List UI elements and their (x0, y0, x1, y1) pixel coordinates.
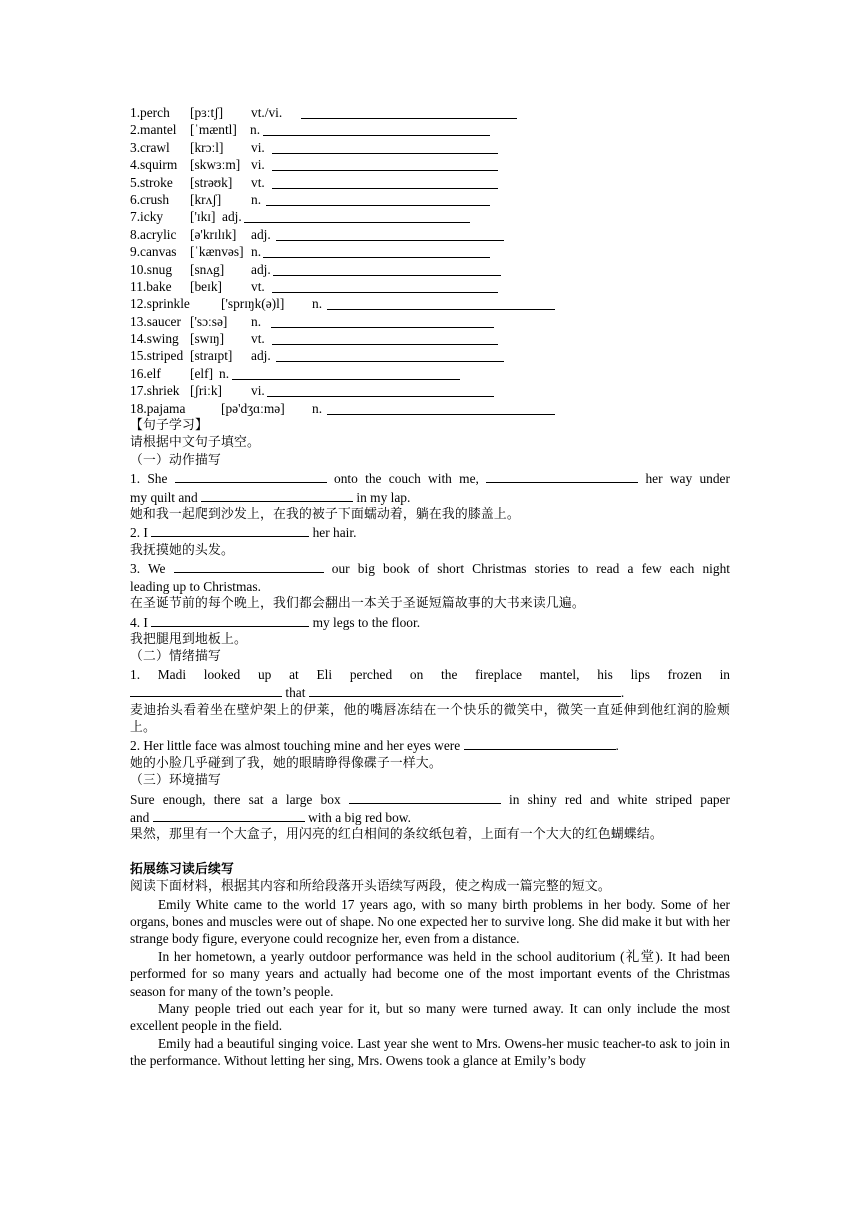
sentence-text: Sure enough, there sat a large box (130, 791, 341, 807)
emotion-1-translation: 麦迪抬头看着坐在壁炉架上的伊莱，他的嘴唇冻结在一个快乐的微笑中，微笑一直延伸到他红润的脸颊上。 (130, 702, 730, 735)
vocab-word: 17.shriek (130, 383, 180, 399)
vocab-item (130, 295, 730, 312)
passage-paragraph-2: In her hometown, a yearly outdoor performance was held in the school auditorium (礼堂). It had been performed for so many years and actually had become one of the most important events of the Christmas season for many of the town’s people. (130, 948, 730, 999)
emotion-1-line-2 (130, 683, 730, 701)
sentence-4 (130, 613, 730, 631)
vocab-word: 16.elf (130, 365, 161, 381)
sentence-3-line-2: leading up to Christmas. (130, 578, 261, 594)
vocab-pos: vt./vi. (251, 105, 283, 120)
sentence-text: with a big red bow. (308, 809, 411, 825)
vocab-ipa: [pɜːtʃ] (190, 105, 224, 120)
answer-blank[interactable] (486, 469, 638, 483)
vocab-pos: vt. (251, 278, 265, 294)
vocab-ipa: [ˈmæntl] (190, 122, 237, 138)
vocab-blank[interactable] (272, 174, 498, 189)
vocab-blank[interactable] (301, 104, 517, 119)
vocab-ipa: [krɔːl] (190, 139, 224, 155)
sentence-text: 3. We (130, 561, 166, 577)
emotion-2 (130, 736, 730, 754)
environment-line-1 (130, 790, 730, 808)
emotion-2-translation: 她的小脸几乎碰到了我，她的眼睛睁得像碟子一样大。 (130, 755, 442, 771)
vocab-item (130, 104, 730, 121)
sentence-text: her hair. (312, 525, 357, 541)
sentence-4-translation: 我把腿甩到地板上。 (130, 631, 247, 647)
vocab-ipa: ['ɪkɪ] (190, 209, 216, 225)
extension-instruction: 阅读下面材料，根据其内容和所给段落开头语续写两段，使之构成一篇完整的短文。 (130, 879, 611, 895)
vocab-ipa: [elf] (190, 365, 214, 381)
vocab-blank[interactable] (276, 226, 504, 241)
vocab-item (130, 226, 730, 243)
vocab-blank[interactable] (267, 382, 494, 397)
vocab-pos: vi. (251, 383, 265, 399)
vocab-blank[interactable] (276, 347, 504, 362)
sentence-text: her way under (645, 471, 730, 487)
vocab-blank[interactable] (272, 156, 498, 171)
answer-blank[interactable] (153, 808, 305, 822)
vocab-word: 13.saucer (130, 313, 181, 329)
vocab-item (130, 139, 730, 156)
vocab-pos: vi. (251, 139, 265, 155)
vocab-word: 9.canvas (130, 244, 177, 260)
answer-blank[interactable] (151, 523, 309, 537)
vocab-item (130, 382, 730, 399)
answer-blank[interactable] (130, 683, 282, 697)
sentence-text: . (615, 738, 619, 754)
vocab-blank[interactable] (273, 261, 501, 276)
vocab-word: 8.acrylic (130, 226, 177, 242)
vocab-blank[interactable] (244, 208, 470, 223)
vocab-blank[interactable] (272, 330, 498, 345)
environment-line-2 (130, 808, 730, 826)
vocab-ipa: [skwɜːm] (190, 157, 241, 173)
vocab-ipa: ['sprɪŋk(ə)l] (221, 296, 285, 312)
section-title-action: （一）动作描写 (130, 452, 221, 468)
vocab-pos: adj. (251, 348, 271, 364)
sentence-text: my legs to the floor. (312, 614, 421, 630)
vocab-word: 14.swing (130, 331, 179, 347)
vocab-blank[interactable] (271, 313, 494, 328)
sentence-text: 2. Her little face was almost touching mine and her eyes were (130, 738, 461, 754)
vocab-item (130, 208, 730, 225)
vocab-ipa: [swɪŋ] (190, 331, 225, 347)
answer-blank[interactable] (174, 559, 324, 573)
vocab-item (130, 121, 730, 138)
sentence-text: my quilt and (130, 489, 198, 505)
sentence-text: in shiny red and white striped paper (509, 791, 730, 807)
sentence-text: in my lap. (356, 489, 411, 505)
vocab-item (130, 365, 730, 382)
vocab-item (130, 347, 730, 364)
vocab-word: 5.stroke (130, 174, 173, 190)
vocab-ipa: [krʌʃ] (190, 191, 222, 207)
vocab-ipa: [ʃriːk] (190, 383, 222, 399)
vocab-blank[interactable] (327, 400, 555, 415)
vocab-word: 6.crush (130, 191, 170, 207)
sentence-text: and (130, 809, 150, 825)
vocab-ipa: [pə'dʒɑːmə] (221, 400, 285, 416)
vocab-item (130, 313, 730, 330)
vocab-ipa: [ˈkænvəs] (190, 244, 244, 260)
vocab-ipa: [straɪpt] (190, 348, 233, 364)
section-title-emotion: （二）情绪描写 (130, 649, 221, 665)
sentence-instruction: 请根据中文句子填空。 (130, 435, 260, 451)
answer-blank[interactable] (464, 736, 616, 750)
answer-blank[interactable] (349, 790, 501, 804)
sentence-text: that (285, 685, 306, 701)
vocab-word: 7.icky (130, 209, 164, 225)
vocab-blank[interactable] (263, 243, 490, 258)
vocab-pos: n. (251, 244, 262, 260)
vocab-item (130, 191, 730, 208)
sentence-3-translation: 在圣诞节前的每个晚上，我们都会翻出一本关于圣诞短篇故事的大书来读几遍。 (130, 596, 585, 612)
vocab-ipa: [strəʊk] (190, 174, 233, 190)
vocab-blank[interactable] (272, 139, 498, 154)
vocab-pos: n. (251, 191, 262, 207)
sentence-2-translation: 我抚摸她的头发。 (130, 542, 234, 558)
vocab-ipa: ['sɔːsə] (190, 313, 228, 329)
vocab-pos: vt. (251, 331, 265, 347)
answer-blank[interactable] (309, 683, 621, 697)
vocab-word: 12.sprinkle (130, 296, 190, 312)
vocab-pos: n. (219, 365, 230, 381)
environment-translation: 果然，那里有一个大盒子，用闪亮的红白相间的条纹纸包着，上面有一个大大的红色蝴蝶结。 (130, 827, 663, 843)
worksheet-page (130, 104, 730, 1070)
sentence-2 (130, 523, 730, 541)
vocab-blank[interactable] (232, 365, 460, 380)
vocab-word: 10.snug (130, 261, 173, 277)
sentence-1-line-2 (130, 488, 730, 506)
vocab-item (130, 278, 730, 295)
vocab-item (130, 243, 730, 260)
passage-paragraph-3: Many people tried out each year for it, but so many were turned away. It can only include the most excellent people in the field. (130, 1001, 730, 1034)
sentence-heading: 【句子学习】 (130, 418, 208, 434)
sentence-text: our big book of short Christmas stories to read a few each night (331, 561, 730, 577)
vocab-pos: vi. (251, 157, 265, 173)
passage-paragraph-4: Emily had a beautiful singing voice. Last year she went to Mrs. Owens-her music teacher-to ask to join in the performance. Without letting her sing, Mrs. Owens took a glance at Emily’s body (130, 1035, 730, 1069)
vocab-blank[interactable] (272, 278, 498, 293)
answer-blank[interactable] (175, 469, 327, 483)
vocab-pos: n. (250, 122, 261, 138)
sentence-text: onto the couch with me, (334, 471, 479, 487)
sentence-3-line-1 (130, 559, 730, 577)
vocab-pos: adj. (251, 226, 271, 242)
vocab-word: 11.bake (130, 278, 172, 294)
answer-blank[interactable] (151, 613, 309, 627)
vocab-ipa: [snʌg] (190, 261, 225, 277)
extension-title: 拓展练习读后续写 (130, 861, 234, 877)
vocab-list (130, 104, 730, 417)
emotion-1-line-1: 1. Madi looked up at Eli perched on the fireplace mantel, his lips frozen in (130, 666, 730, 682)
vocab-item (130, 156, 730, 173)
sentence-1-translation: 她和我一起爬到沙发上，在我的被子下面蠕动着，躺在我的膝盖上。 (130, 507, 520, 523)
passage-paragraph-1: Emily White came to the world 17 years ago, with so many birth problems in her body. Some of her organs, bones and muscles were out of shape. No one expected her to survive long. She did make it but with her strange body figure, everyone could recognize her, even from a distance. (130, 896, 730, 947)
section-title-environment: （三）环境描写 (130, 773, 221, 789)
vocab-word: 15.striped (130, 348, 184, 364)
vocab-pos: vt. (251, 174, 265, 190)
vocab-word: 18.pajama (130, 400, 186, 416)
vocab-ipa: [beɪk] (190, 278, 222, 294)
spacer (130, 844, 730, 861)
vocab-pos: n. (251, 313, 262, 329)
sentence-text: 4. I (130, 614, 148, 630)
answer-blank[interactable] (201, 488, 353, 502)
vocab-pos: n. (312, 400, 323, 416)
vocab-item (130, 261, 730, 278)
sentence-text: . (620, 685, 625, 701)
vocab-word: 3.crawl (130, 139, 170, 155)
vocab-blank[interactable] (327, 295, 555, 310)
sentence-text: 1. She (130, 471, 168, 487)
vocab-pos: n. (312, 296, 323, 312)
vocab-item (130, 330, 730, 347)
sentence-1-line-1 (130, 469, 730, 487)
vocab-pos: adj. (222, 209, 242, 225)
vocab-word: 1.perch (130, 105, 170, 120)
vocab-word: 2.mantel (130, 122, 177, 138)
vocab-pos: adj. (251, 261, 271, 277)
vocab-ipa: [ə'krɪlɪk] (190, 226, 237, 242)
vocab-word: 4.squirm (130, 157, 178, 173)
vocab-item (130, 174, 730, 191)
vocab-item (130, 400, 730, 417)
vocab-blank[interactable] (263, 121, 490, 136)
vocab-blank[interactable] (266, 191, 490, 206)
sentence-text: 2. I (130, 525, 148, 541)
